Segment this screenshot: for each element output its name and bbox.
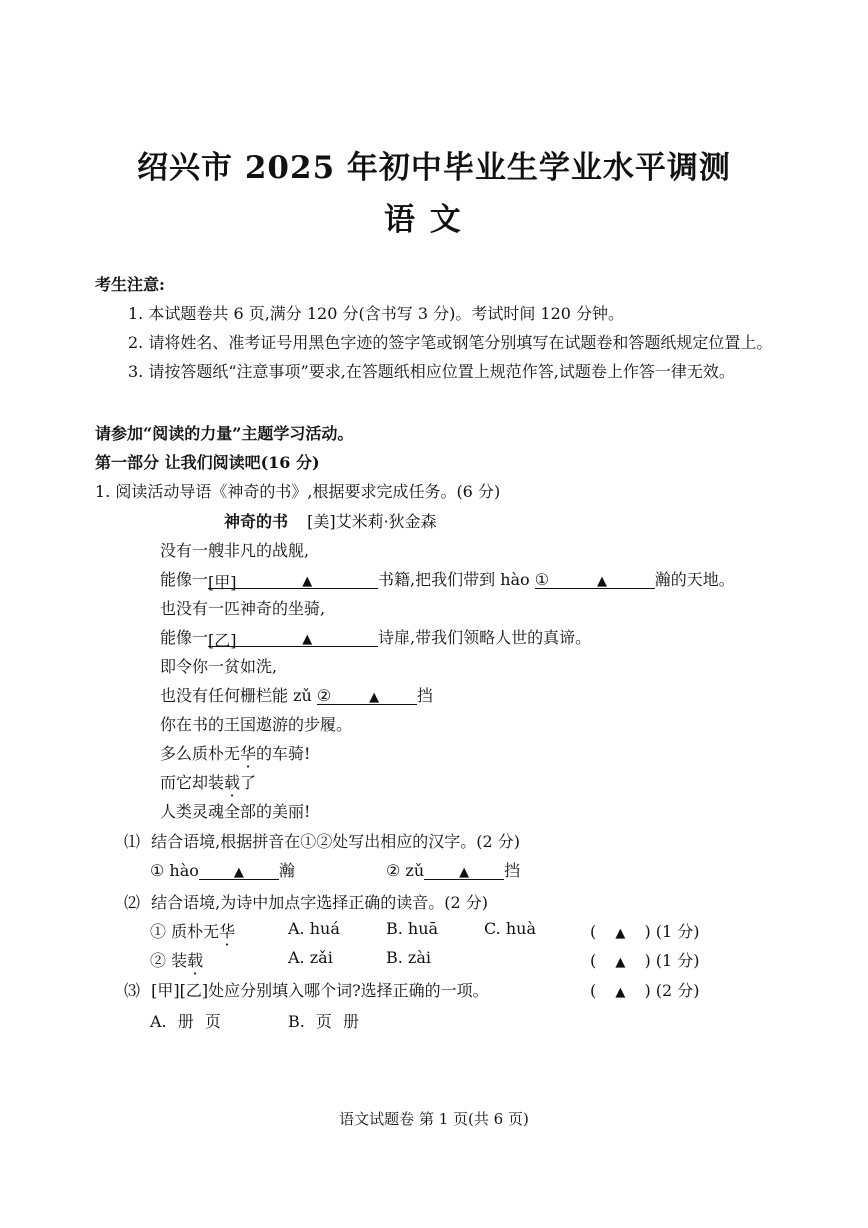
poem-text: 能像一 (160, 628, 209, 647)
part-title: 第一部分 让我们阅读吧(16 分) (95, 453, 320, 472)
option-b: B. 页 册 (288, 1012, 360, 1031)
paren-open: ( (590, 951, 597, 970)
dotted-char: 华 (240, 744, 257, 763)
notice-item-1: 1. 本试题卷共 6 页,满分 120 分(含书写 3 分)。考试时间 120 分钟。 (128, 304, 625, 323)
option-a: A. huá (288, 919, 340, 938)
blank-jia (208, 570, 378, 592)
poem-line (160, 770, 256, 793)
pinyin-prompt: ② zǔ (386, 861, 425, 880)
exam-title: 绍兴市 2025 年初中毕业生学业水平调测 (137, 150, 731, 186)
item-label: ① 质朴无 (150, 922, 220, 941)
activity-intro: 请参加“阅读的力量”主题学习活动。 (95, 424, 354, 443)
poem-heading (224, 509, 437, 532)
answer-triangle: ▲ (302, 574, 313, 589)
option-c: C. huà (484, 919, 536, 938)
poem-line: 即令你一贫如洗, (160, 657, 278, 676)
score-text: (1 分) (655, 951, 700, 970)
blank-1 (535, 570, 655, 589)
subquestion-1 (124, 829, 520, 852)
poem-title: 神奇的书 (224, 512, 289, 531)
poem-text: 瀚的天地。 (654, 570, 735, 589)
pinyin-prompt: ① hào (150, 861, 199, 880)
poem-text: 而它却装 (160, 773, 225, 792)
char-suffix: 挡 (504, 861, 521, 880)
poem-text: 也没有任何栅栏能 zǔ (160, 686, 312, 705)
blank-label: [乙] (208, 631, 237, 650)
score-text: (1 分) (655, 922, 700, 941)
answer-triangle: ▲ (615, 926, 626, 941)
answer-triangle: ▲ (615, 955, 626, 970)
paren-close: ) (644, 951, 651, 970)
answer-blank (199, 861, 279, 880)
subquestion-text: 结合语境,根据拼音在①②处写出相应的汉字。(2 分) (151, 832, 520, 851)
option-a: A. 册 页 (150, 1012, 221, 1031)
notice-item-3: 3. 请按答题纸“注意事项”要求,在答题纸相应位置上规范作答,试题卷上作答一律无效。 (128, 362, 735, 381)
poem-line-blank-jia (160, 567, 735, 590)
answer-paren (590, 919, 700, 942)
answer-triangle: ▲ (615, 985, 626, 1000)
poem-text: 书籍,把我们带到 hào (378, 570, 530, 589)
answer-triangle: ▲ (233, 865, 244, 880)
poem-text: 能像一 (160, 570, 209, 589)
subquestion-number: ⑵ (124, 893, 141, 912)
option-b: B. huā (386, 919, 439, 938)
dotted-char: 载 (187, 951, 204, 970)
answer-paren (590, 978, 700, 1001)
question-1: 1. 阅读活动导语《神奇的书》,根据要求完成任务。(6 分) (95, 482, 501, 501)
subject-title: 语 文 (384, 202, 463, 238)
answer-triangle: ▲ (369, 690, 380, 705)
poem-line-blank-yi (160, 625, 591, 648)
poem-text: 的车骑! (256, 744, 311, 763)
blank-2 (317, 686, 417, 705)
paren-close: ) (644, 981, 651, 1000)
poem-text: 多么质朴无 (160, 744, 241, 763)
poem-line: 没有一艘非凡的战舰, (160, 541, 310, 560)
dotted-char: 华 (219, 922, 236, 941)
poem-line (160, 741, 310, 764)
poem-text: 挡 (416, 686, 433, 705)
blank-number: ① (534, 570, 550, 589)
poem-line: 也没有一匹神奇的坐骑, (160, 599, 326, 618)
poem-text: 诗扉,带我们领略人世的真谛。 (378, 628, 592, 647)
poem-author: [美]艾米莉·狄金森 (307, 512, 437, 531)
poem-line: 人类灵魂全部的美丽! (160, 802, 311, 821)
answer-triangle: ▲ (459, 865, 470, 880)
answer-line-1 (150, 858, 295, 881)
subquestion-text: 结合语境,为诗中加点字选择正确的读音。(2 分) (151, 893, 488, 912)
subquestion-3 (124, 978, 489, 1001)
answer-triangle: ▲ (596, 574, 607, 589)
poem-text: 了 (240, 773, 257, 792)
subquestion-2 (124, 890, 488, 913)
poem-line: 你在书的王国遨游的步履。 (160, 715, 353, 734)
poem-line-blank-2 (160, 683, 433, 706)
answer-triangle: ▲ (302, 632, 313, 647)
page-footer: 语文试题卷 第 1 页(共 6 页) (339, 1110, 529, 1128)
choice-row-2-label (150, 948, 203, 971)
blank-label: [甲] (208, 573, 237, 592)
subquestion-text: [甲][乙]处应分别填入哪个词?选择正确的一项。 (151, 981, 489, 1000)
option-b: B. zài (386, 948, 432, 967)
subquestion-number: ⑶ (124, 981, 141, 1000)
answer-line-2 (386, 858, 520, 881)
blank-yi (208, 628, 378, 650)
paren-open: ( (590, 922, 597, 941)
item-label: ② 装 (150, 951, 188, 970)
subquestion-number: ⑴ (124, 832, 141, 851)
answer-paren (590, 948, 700, 971)
blank-number: ② (316, 686, 332, 705)
dotted-char: 载 (224, 773, 241, 792)
notice-item-2: 2. 请将姓名、准考证号用黑色字迹的签字笔或钢笔分别填写在试题卷和答题纸规定位置上。 (128, 333, 773, 352)
notice-heading: 考生注意: (95, 275, 165, 294)
choice-row-1-label (150, 919, 235, 942)
score-text: (2 分) (655, 981, 700, 1000)
option-a: A. zǎi (288, 948, 333, 967)
char-suffix: 瀚 (278, 861, 295, 880)
paren-close: ) (644, 922, 651, 941)
paren-open: ( (590, 981, 597, 1000)
answer-blank (424, 861, 504, 880)
